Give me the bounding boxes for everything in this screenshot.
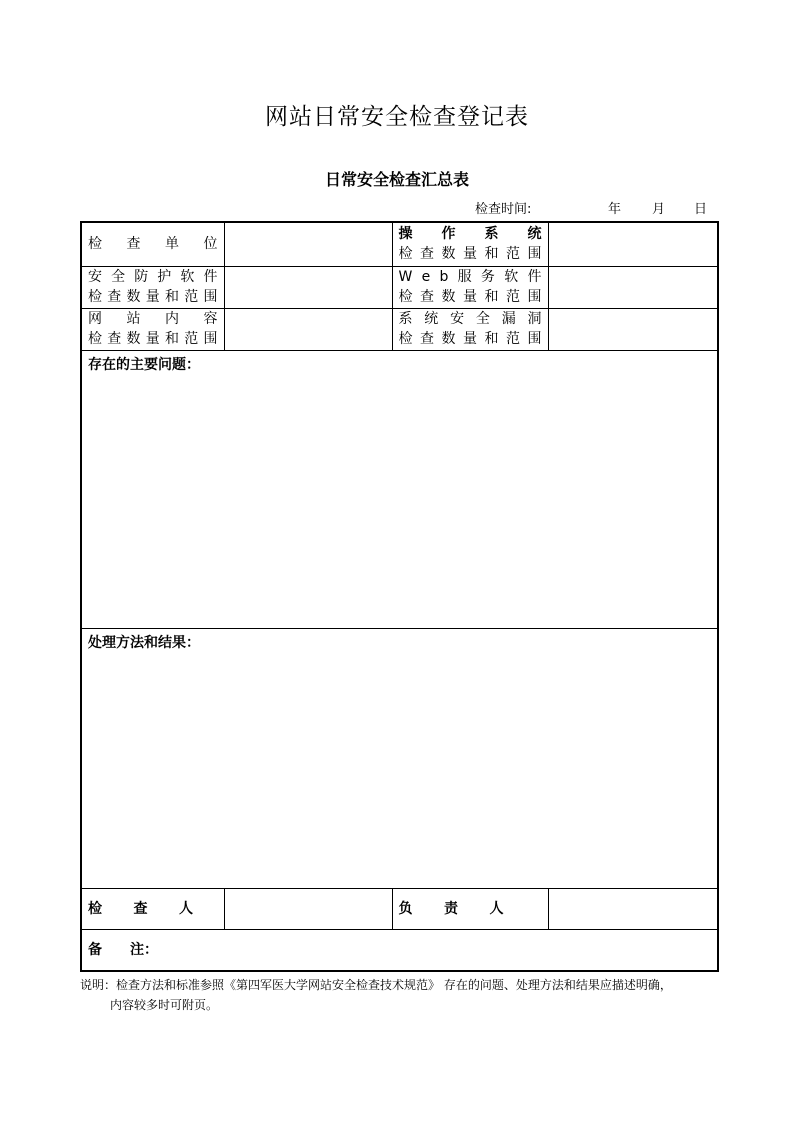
footnote — [80, 975, 672, 1015]
label-char: 安 — [88, 269, 102, 285]
label-char: 系 — [398, 311, 413, 327]
label-char: 漏 — [501, 311, 516, 327]
label-char: 防 — [134, 269, 149, 285]
label-char: 人 — [489, 900, 504, 917]
date-year-label: 年 — [608, 202, 622, 217]
label-char: 检 — [88, 236, 102, 253]
label-char: 数 — [441, 289, 456, 305]
label-char: 量 — [145, 331, 160, 347]
label-char: 数 — [126, 289, 141, 305]
main-problems-section[interactable] — [81, 350, 718, 628]
label-char: 范 — [506, 331, 520, 347]
label-char: 检 — [398, 289, 413, 305]
date-day-label: 日 — [694, 202, 708, 217]
vulnerability-scope-label — [392, 308, 548, 350]
label-char: 系 — [484, 226, 499, 243]
responsible-person-label — [392, 888, 548, 929]
label-char: 围 — [527, 331, 542, 347]
label-char: 检 — [88, 900, 102, 917]
remarks-row[interactable] — [81, 929, 718, 971]
label-char: 和 — [484, 289, 499, 305]
security-software-scope-value[interactable] — [224, 266, 392, 308]
label-char: 检 — [88, 331, 102, 347]
label-char: 围 — [203, 331, 218, 347]
label-char: 全 — [111, 269, 126, 285]
label-char: 查 — [420, 289, 434, 305]
label-char: 和 — [165, 331, 179, 347]
label-char: 统 — [424, 311, 439, 327]
inspector-label — [81, 888, 224, 929]
label-char: 和 — [484, 246, 499, 263]
label-char: 量 — [463, 289, 477, 305]
label-char: 和 — [484, 331, 499, 347]
label-char: 站 — [126, 311, 141, 327]
label-char: b — [439, 269, 449, 285]
label-char: 统 — [527, 226, 542, 243]
label-char: e — [421, 269, 431, 285]
label-char: 内 — [165, 311, 179, 327]
label-char: 务 — [480, 269, 495, 285]
footnote-line-2: 内容较多时可附页。 — [110, 998, 219, 1012]
web-service-scope-label — [392, 266, 548, 308]
label-char: 责 — [444, 900, 458, 917]
label-char: 查 — [107, 331, 122, 347]
label-char: 安 — [450, 311, 465, 327]
os-scope-label — [392, 222, 548, 266]
label-char: 负 — [398, 900, 413, 917]
inspection-date-label: 检查时间: — [475, 202, 532, 217]
label-char: 查 — [126, 236, 141, 253]
inspection-unit-label — [81, 222, 224, 266]
label-char: 范 — [506, 246, 520, 263]
label-char: 位 — [203, 236, 218, 253]
label-char: 量 — [145, 289, 160, 305]
label-char: 件 — [527, 269, 542, 285]
footnote-line-1: 说明：检查方法和标准参照《第四军医大学网站安全检查技术规范》 存在的问题、处理方法和结果应描述明确， — [80, 978, 672, 992]
label-char: 查 — [133, 900, 148, 917]
label-char: 量 — [463, 331, 477, 347]
label-char: 洞 — [527, 311, 542, 327]
label-char: 网 — [88, 311, 102, 327]
label-char: 护 — [157, 269, 172, 285]
label-char: 数 — [441, 246, 456, 263]
page-title: 网站日常安全检查登记表 — [265, 104, 529, 130]
label-char: 范 — [506, 289, 520, 305]
label-char: 查 — [107, 289, 122, 305]
vulnerability-scope-value[interactable] — [548, 308, 718, 350]
label-char: 检 — [398, 331, 413, 347]
label-char: 容 — [203, 311, 218, 327]
label-char: 操 — [398, 226, 413, 243]
label-char: 单 — [165, 236, 179, 253]
label-char: 查 — [420, 246, 434, 263]
label-char: 围 — [203, 289, 218, 305]
label-char: 检 — [398, 246, 413, 263]
label-char: 量 — [463, 246, 477, 263]
label-char: 数 — [126, 331, 141, 347]
os-scope-value[interactable] — [548, 222, 718, 266]
label-char: 数 — [441, 331, 456, 347]
label-char: 围 — [527, 289, 542, 305]
page-subtitle: 日常安全检查汇总表 — [324, 170, 469, 189]
label-char: 服 — [457, 269, 472, 285]
inspector-value[interactable] — [224, 888, 392, 929]
security-software-scope-label — [81, 266, 224, 308]
date-month-label: 月 — [652, 202, 666, 217]
handling-results-label: 处理方法和结果： — [88, 634, 200, 651]
web-service-scope-value[interactable] — [548, 266, 718, 308]
website-content-scope-label — [81, 308, 224, 350]
website-content-scope-value[interactable] — [224, 308, 392, 350]
label-char: 范 — [184, 331, 199, 347]
handling-results-section[interactable] — [81, 628, 718, 888]
label-char: 全 — [475, 311, 490, 327]
responsible-person-value[interactable] — [548, 888, 718, 929]
label-char: 人 — [179, 900, 193, 917]
label-char: 检 — [88, 289, 102, 305]
label-char: 范 — [184, 289, 199, 305]
main-problems-label: 存在的主要问题： — [88, 356, 200, 373]
label-char: 和 — [165, 289, 179, 305]
label-char: 软 — [504, 269, 519, 285]
label-char: 软 — [180, 269, 195, 285]
label-char: W — [398, 269, 413, 285]
label-char: 查 — [420, 331, 434, 347]
label-char: 作 — [441, 226, 456, 243]
remarks-label: 备 注： — [88, 941, 158, 958]
inspection-form — [80, 221, 719, 972]
label-char: 围 — [527, 246, 542, 263]
inspection-unit-value[interactable] — [224, 222, 392, 266]
label-char: 件 — [203, 269, 218, 285]
